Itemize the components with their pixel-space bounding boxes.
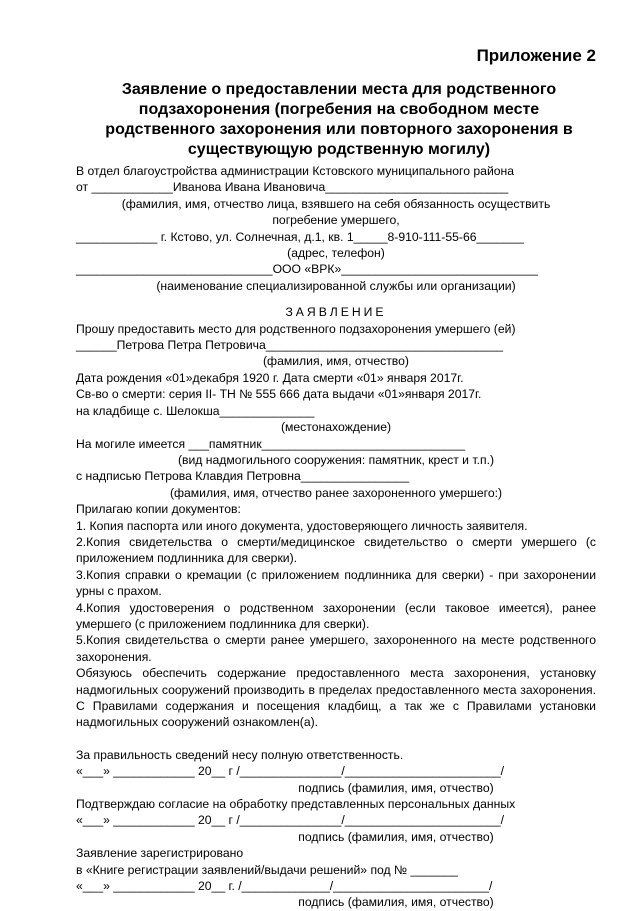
from-line: от ____________Иванова Ивана Ивановича___________________________ (76, 180, 509, 195)
title-line: Заявление о предоставлении места для родственного (121, 81, 557, 98)
attachment-item: 3.Копия справки о кремации (с приложением подлинника для сверки) - при захоронении урны с прахом. (76, 567, 596, 599)
register-book-line: в «Книге регистрации заявлений/выдачи решений» под № _______ (76, 862, 458, 877)
monument-caption: (вид надмогильного сооружения: памятник, крест и т.п.) (177, 452, 495, 467)
attachment-item: 5.Копия свидетельства о смерти ранее умершего, захороненного на месте родственного захоронения. (76, 633, 596, 664)
cemetery-line: на кладбище с. Шелокша______________ (76, 403, 315, 418)
address-line: ____________ г. Кстово, ул. Солнечная, д.1, кв. 1_____8-910-111-55-66_______ (76, 229, 524, 244)
certificate-line: Св-во о смерти: серия II- ТН № 555 666 дата выдачи «01»января 2017г. (76, 387, 482, 402)
organization-caption: (наименование специализированной службы или организации) (156, 278, 516, 293)
attachment-item: 2.Копия свидетельства о смерти/медицинское свидетельство о смерти умершего (с приложением подлинника для сверки). (76, 534, 596, 566)
consent-line: Подтверждаю согласие на обработку представленных персональных данных (76, 797, 516, 812)
attachments-intro: Прилагаю копии документов: (76, 502, 241, 517)
request-line: Прошу предоставить место для родственного подзахоронения умершего (ей) (76, 321, 516, 336)
attachment-item: 1. Копия паспорта или иного документа, удостоверяющего личность заявителя. (76, 518, 528, 533)
signature-caption: подпись (фамилия, имя, отчество) (298, 895, 494, 910)
title-line: подзахоронения (погребения на свободном месте (138, 101, 540, 118)
address-caption: (адрес, телефон) (287, 246, 385, 261)
title-line: существующую родственную могилу) (187, 141, 491, 158)
signature-line: «___» ____________ 20__ г. /_____________/_______________________/ (76, 879, 493, 894)
responsibility-line: За правильность сведений несу полную ответственность. (76, 747, 404, 762)
signature-caption: подпись (фамилия, имя, отчество) (298, 780, 494, 795)
monument-line: На могиле имеется ___памятник______________________________ (76, 436, 465, 451)
appendix-label: Приложение 2 (476, 46, 596, 65)
document-body (76, 163, 596, 911)
statement-heading: ЗАЯВЛЕНИЕ (285, 305, 387, 320)
signature-line: «___» ____________ 20__ г /_______________/_______________________/ (76, 764, 505, 779)
from-caption: (фамилия, имя, отчество лица, взявшего на себя обязанность осуществить (121, 196, 551, 211)
inscription-caption: (фамилия, имя, отчество ранее захороненного умершего:) (169, 485, 503, 500)
signature-line: «___» ____________ 20__ г /_______________/_______________________/ (76, 813, 505, 828)
name-caption: (фамилия, имя, отчество) (263, 354, 409, 369)
title-line: родственного захоронения или повторного захоронения в (105, 121, 573, 138)
location-caption: (местонахождение) (280, 420, 392, 435)
addressee: В отдел благоустройства администрации Кстовского муниципального района (76, 164, 515, 178)
attachment-item: 4.Копия удостоверения о родственном захоронении (если таковое имеется), ранее умершего (с приложением подлинника для сверки). (76, 600, 596, 631)
deceased-name-line: ______Петрова Петра Петровича___________________________________ (76, 338, 504, 353)
dates-line: Дата рождения «01»декабря 1920 г. Дата смерти «01» января 2017г. (76, 370, 464, 385)
signature-caption: подпись (фамилия, имя, отчество) (298, 829, 494, 844)
organization-line: _____________________________ООО «ВРК»_____________________________ (76, 262, 538, 277)
inscription-line: с надписью Петрова Клавдия Петровна________________ (76, 469, 410, 484)
obligation-paragraph: Обязуюсь обеспечить содержание предоставленного места захоронения, установку надмогильных сооружений производить в пределах предоставленного места захоронения. С Правилами содержания и посещения кладбищ, а так же с Правилами установки надмогильных сооружений ознакомлен(а). (76, 666, 596, 730)
registered-line: Заявление зарегистрировано (76, 846, 244, 861)
from-caption: погребение умершего, (272, 213, 400, 228)
document-title (84, 80, 594, 160)
